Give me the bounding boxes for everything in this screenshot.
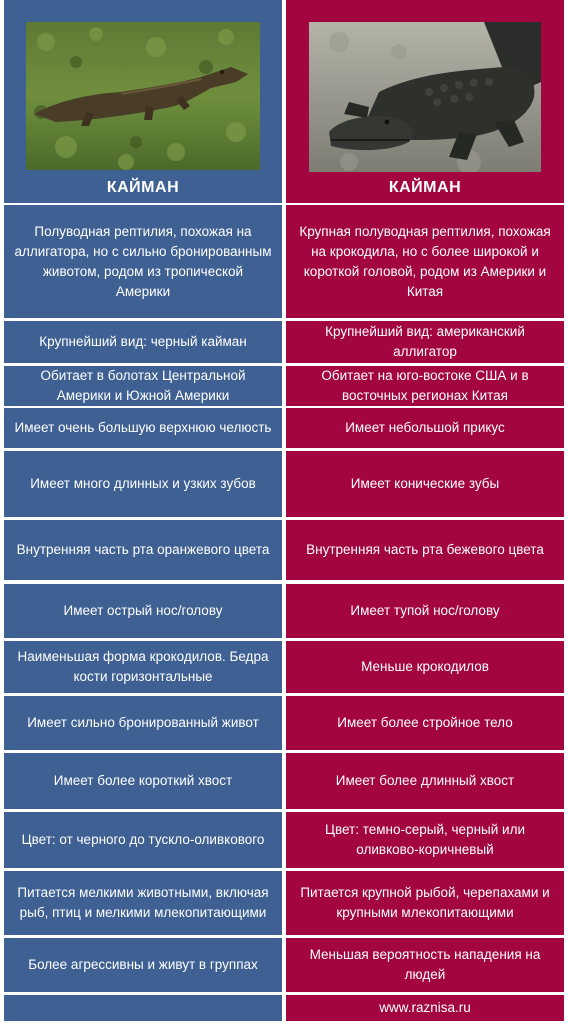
right-row-6: Внутренняя часть рта бежевого цвета — [286, 520, 564, 580]
right-row-5: Имеет конические зубы — [286, 451, 564, 517]
left-row-10: Имеет более короткий хвост — [4, 753, 282, 809]
right-row-13: Меньшая вероятность нападения на людей — [286, 938, 564, 992]
left-row-3: Обитает в болотах Центральной Америки и Южной Америки — [4, 366, 282, 406]
source-url-link[interactable]: www.raznisa.ru — [286, 995, 564, 1021]
left-row-13: Более агрессивны и живут в группах — [4, 938, 282, 992]
caiman-photo — [26, 22, 260, 170]
right-row-9: Имеет более стройное тело — [286, 696, 564, 750]
right-row-1: Крупная полуводная рептилия, похожая на крокодила, но с более широкой и короткой головой, родом из Америки и Китая — [286, 205, 564, 318]
right-row-7: Имеет тупой нос/голову — [286, 584, 564, 638]
right-row-12: Питается крупной рыбой, черепахами и крупными млекопитающими — [286, 871, 564, 935]
right-title: КАЙМАН — [286, 173, 564, 203]
left-row-2: Крупнейший вид: черный кайман — [4, 321, 282, 363]
right-row-4: Имеет небольшой прикус — [286, 408, 564, 448]
left-row-8: Наименьшая форма крокодилов. Бедра кости горизонтальные — [4, 641, 282, 693]
right-row-3: Обитает на юго-востоке США и в восточных регионах Китая — [286, 366, 564, 406]
left-row-11: Цвет: от черного до тускло-оливкового — [4, 812, 282, 868]
right-row-8: Меньше крокодилов — [286, 641, 564, 693]
left-row-5: Имеет много длинных и узких зубов — [4, 451, 282, 517]
right-row-10: Имеет более длинный хвост — [286, 753, 564, 809]
left-row-9: Имеет сильно бронированный живот — [4, 696, 282, 750]
right-row-11: Цвет: темно-серый, черный или оливково-коричневый — [286, 812, 564, 868]
left-row-6: Внутренняя часть рта оранжевого цвета — [4, 520, 282, 580]
left-photo-frame — [4, 0, 282, 200]
right-row-2: Крупнейший вид: американский аллигатор — [286, 321, 564, 363]
left-row-4: Имеет очень большую верхнюю челюсть — [4, 408, 282, 448]
left-title: КАЙМАН — [4, 173, 282, 203]
left-row-14 — [4, 995, 282, 1021]
left-row-7: Имеет острый нос/голову — [4, 584, 282, 638]
left-row-12: Питается мелкими животными, включая рыб, птиц и мелкими млекопитающими — [4, 871, 282, 935]
left-row-1: Полуводная рептилия, похожая на аллигатора, но с сильно бронированным животом, родом из тропической Америки — [4, 205, 282, 318]
alligator-photo — [309, 22, 541, 172]
right-photo-frame — [286, 0, 564, 200]
